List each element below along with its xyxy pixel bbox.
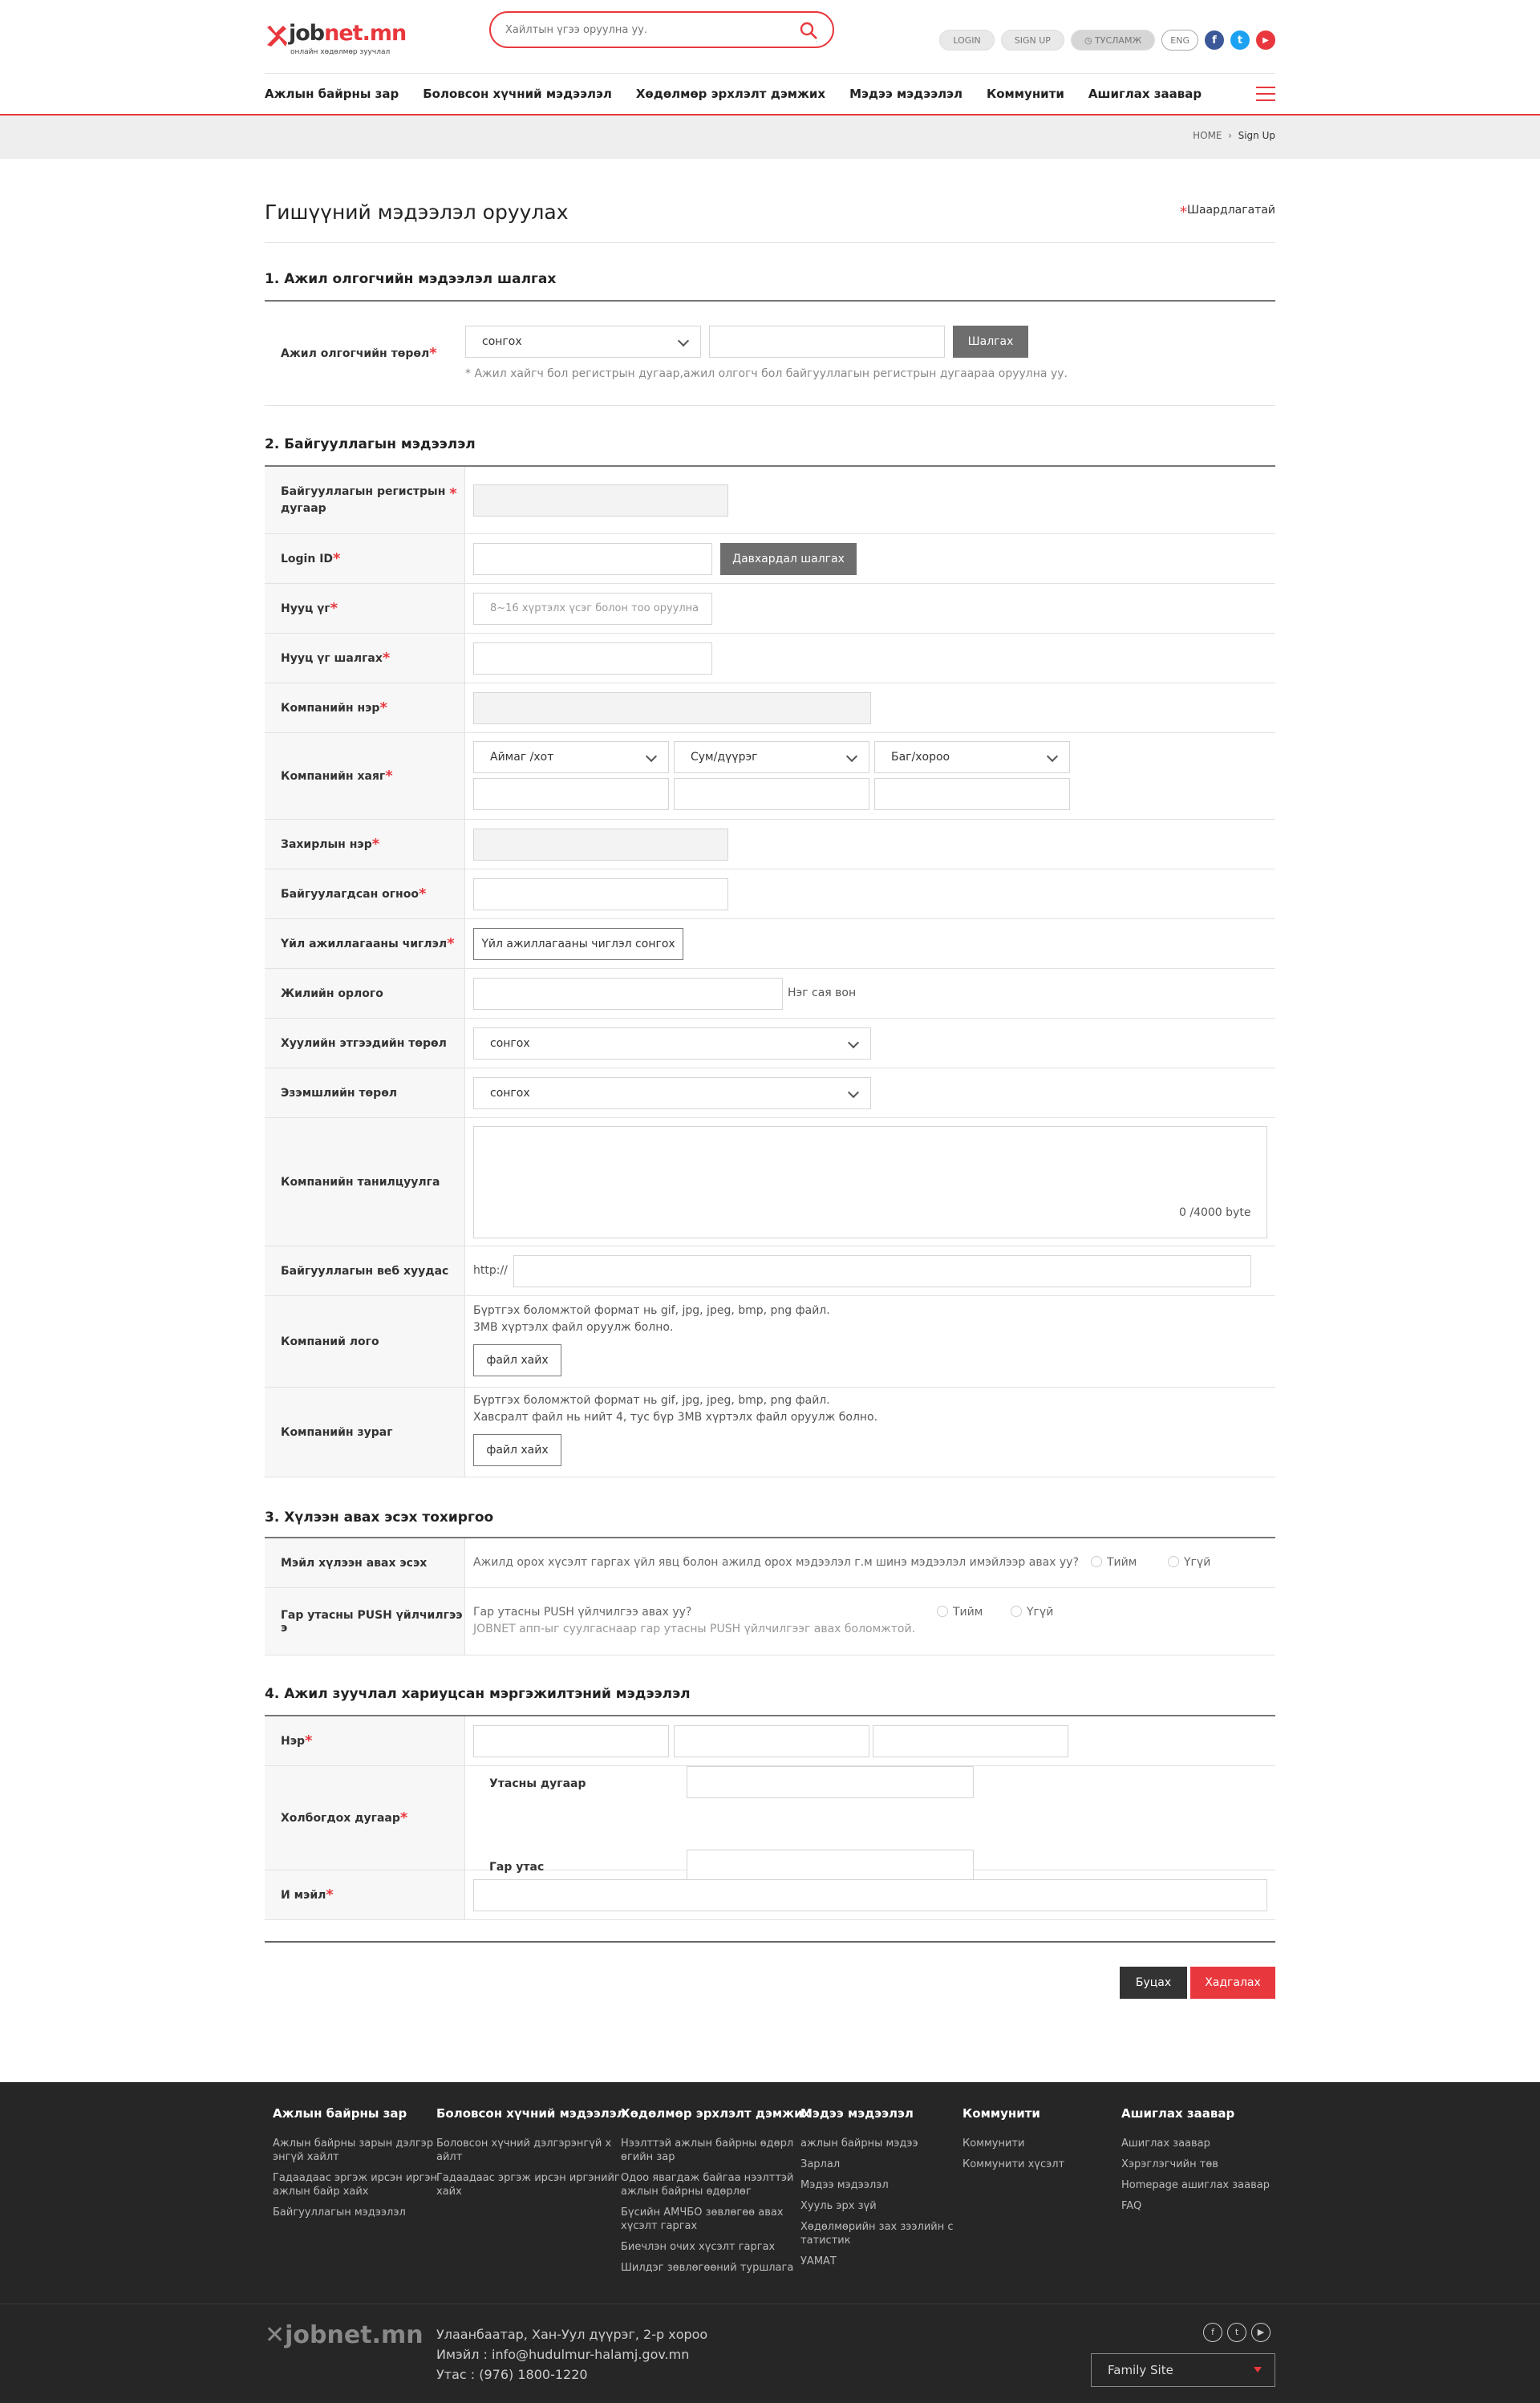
- intro-textarea[interactable]: [473, 1126, 1267, 1238]
- phone-input[interactable]: [687, 1766, 974, 1798]
- founded-label: Байгуулагдсан огноо *: [265, 869, 465, 918]
- login-id-input[interactable]: [473, 543, 712, 575]
- website-prefix: http://: [473, 1264, 508, 1277]
- ownership-select[interactable]: сонгох: [473, 1077, 871, 1109]
- footer-column: [273, 2106, 437, 2227]
- chevron-right-icon: ›: [1225, 130, 1235, 141]
- footer-link[interactable]: Нээлттэй ажлын байрны өдөрл өгийн зар: [621, 2138, 794, 2163]
- reg-number-row: [265, 467, 1275, 534]
- push-no-radio[interactable]: Үгүй: [1011, 1606, 1053, 1619]
- footer-column-title: Ажлын байрны зар: [273, 2106, 407, 2121]
- youtube-icon[interactable]: ▶: [1251, 2323, 1270, 2342]
- email-row: [265, 1870, 1275, 1920]
- company-name-input[interactable]: [473, 692, 871, 724]
- logo-mark-icon: ✕: [265, 2321, 286, 2349]
- section-3-title: 3. Хүлээн авах эсэх тохиргоо: [265, 1509, 494, 1526]
- footer-column-title: Ашиглах заавар: [1121, 2106, 1235, 2121]
- footer-link[interactable]: Хөдөлмөрийн зах зээлийн с татистик: [800, 2221, 954, 2247]
- company-address-row: [265, 733, 1275, 820]
- language-button[interactable]: ENG: [1161, 30, 1198, 51]
- footer-social: [1203, 2323, 1270, 2342]
- address-input-3[interactable]: [874, 778, 1070, 810]
- logo-label: Компаний лого: [265, 1296, 465, 1387]
- director-label: Захирлын нэр *: [265, 820, 465, 869]
- activity-label: Үйл ажиллагааны чиглэл *: [265, 919, 465, 968]
- footer-column-title: Боловсон хүчний мэдээлэл: [436, 2106, 626, 2121]
- twitter-icon[interactable]: t: [1230, 30, 1250, 50]
- divider: [265, 242, 1275, 243]
- required-note: *Шаардлагатай: [1180, 204, 1275, 221]
- footer-logo[interactable]: ✕jobnet.mn: [265, 2321, 424, 2349]
- search-box: [489, 11, 834, 48]
- mail-setting-row: [265, 1538, 1275, 1588]
- bag-select[interactable]: Баг/хороо: [874, 741, 1070, 773]
- photo-note-2: Хавсралт файл нь нийт 4, тус бүр 3MB хүртэлх файл оруулж болно.: [473, 1411, 878, 1424]
- nav-bar: [0, 74, 1540, 115]
- address-input-2[interactable]: [674, 778, 869, 810]
- sum-select[interactable]: Сум/дүүрэг: [674, 741, 869, 773]
- nav-item-employment[interactable]: Хөдөлмөр эрхлэлт дэмжих: [635, 87, 826, 101]
- breadcrumb-home[interactable]: HOME: [1193, 130, 1222, 141]
- legal-type-label: Хуулийн этгээдийн төрөл: [265, 1019, 465, 1068]
- footer-link[interactable]: ажлын байрны мэдээ: [800, 2138, 918, 2150]
- push-setting-label: Гар утасны PUSH үйлчилгээ э: [265, 1588, 465, 1655]
- mail-setting-label: Мэйл хүлээн авах эсэх: [265, 1538, 465, 1587]
- logo-tagline: онлайн хөдөлмөр зуучлал: [290, 48, 391, 56]
- company-name-row: [265, 683, 1275, 733]
- footer-address: [436, 2324, 707, 2385]
- password-row: [265, 584, 1275, 634]
- photo-file-button[interactable]: файл хайх: [473, 1434, 561, 1466]
- logo-mark-icon: [265, 24, 287, 48]
- cancel-button[interactable]: Буцах: [1120, 1967, 1187, 1999]
- footer-link[interactable]: Одоо явагдаж байгаа нээлттэй ажлын байрны өдөрлөг: [621, 2172, 794, 2198]
- legal-type-row: [265, 1019, 1275, 1068]
- logo-note-2: 3MB хүртэлх файл оруулж болно.: [473, 1321, 674, 1334]
- founded-row: [265, 869, 1275, 919]
- income-label: Жилийн орлого: [265, 969, 465, 1018]
- form-end-divider: [265, 1941, 1275, 1943]
- footer-column-title: Коммунити: [962, 2106, 1040, 2121]
- breadcrumb-current: Sign Up: [1238, 130, 1275, 141]
- dropdown-arrow-icon: [1254, 2367, 1262, 2373]
- director-row: [265, 820, 1275, 869]
- footer-link[interactable]: Homepage ашиглах заавар: [1121, 2179, 1270, 2191]
- nav-item-talent[interactable]: Боловсон хүчний мэдээлэл: [423, 87, 612, 101]
- login-id-row: [265, 534, 1275, 584]
- email-label: И мэйл *: [265, 1870, 465, 1919]
- contact-number-row: [265, 1766, 1275, 1874]
- password-confirm-input[interactable]: [473, 642, 712, 675]
- footer-column: [800, 2106, 954, 2275]
- employer-type-select[interactable]: сонгох: [465, 326, 701, 358]
- signup-button[interactable]: SIGN UP: [1001, 30, 1064, 51]
- footer-phone: Утас : (976) 1800-1220: [436, 2367, 588, 2382]
- mobile-label: Гар утас: [489, 1861, 545, 1874]
- footer-link[interactable]: Бүсийн АМЧБО зөвлөгөө авах хүсэлт гаргах: [621, 2206, 784, 2232]
- save-button[interactable]: Хадгалах: [1190, 1967, 1275, 1999]
- phone-label: Утасны дугаар: [489, 1777, 586, 1790]
- footer-link[interactable]: УАМАТ: [800, 2255, 837, 2267]
- intro-label: Компанийн танилцуулга: [265, 1118, 465, 1246]
- website-row: [265, 1246, 1275, 1296]
- password-confirm-label: Нууц үг шалгах *: [265, 634, 465, 683]
- income-row: [265, 969, 1275, 1019]
- mail-question: Ажилд орох хүсэлт гаргах үйл явц болон ажилд орох мэдээлэл г.м шинэ мэдээлэл имэйлээр авах уу?: [473, 1556, 1079, 1569]
- duplicate-check-button[interactable]: Давхардал шалгах: [720, 543, 857, 575]
- footer-email: Имэйл : info@hudulmur-halamj.gov.mn: [436, 2347, 690, 2362]
- help-button[interactable]: ◷ ТУСЛАМЖ: [1071, 30, 1155, 51]
- facebook-icon[interactable]: f: [1203, 2323, 1222, 2342]
- footer-link[interactable]: Боловсон хүчний дэлгэрэнгүй х айлт: [436, 2138, 612, 2163]
- push-yes-radio[interactable]: Тийм: [937, 1606, 983, 1619]
- activity-select-button[interactable]: Үйл ажиллагааны чиглэл сонгох: [473, 928, 683, 960]
- top-buttons: [939, 29, 1275, 51]
- nav-item-news[interactable]: Мэдээ мэдээлэл: [849, 87, 962, 101]
- logo-file-button[interactable]: файл хайх: [473, 1344, 561, 1376]
- manager-name-label: Нэр *: [265, 1716, 465, 1765]
- section-1-title: 1. Ажил олгогчийн мэдээлэл шалгах: [265, 271, 557, 287]
- footer-link[interactable]: Зарлал: [800, 2158, 841, 2170]
- contact-number-label: Холбогдох дугаар *: [265, 1766, 465, 1870]
- footer-column: [1121, 2106, 1270, 2220]
- footer-link[interactable]: Ажлын байрны зарын дэлгэр энгүй хайлт: [273, 2138, 434, 2163]
- employer-type-label: Ажил олгогчийн төрөл *: [265, 302, 465, 405]
- aimag-select[interactable]: Аймаг /хот: [473, 741, 669, 773]
- check-button[interactable]: Шалгах: [953, 326, 1028, 358]
- photo-note-1: Бүртгэх боломжтой формат нь gif, jpg, jpeg, bmp, png файл.: [473, 1394, 830, 1407]
- twitter-icon[interactable]: t: [1227, 2323, 1246, 2342]
- website-input[interactable]: [513, 1255, 1251, 1287]
- breadcrumb-bar: [0, 115, 1540, 159]
- reg-number-input[interactable]: [473, 484, 728, 517]
- income-input[interactable]: [473, 978, 783, 1010]
- family-site-select[interactable]: Family Site: [1091, 2353, 1275, 2387]
- password-input[interactable]: 8~16 хүртэлх үсэг болон тоо оруулна: [473, 593, 712, 625]
- page-title: Гишүүний мэдээлэл оруулах: [265, 201, 569, 224]
- address-input-1[interactable]: [473, 778, 669, 810]
- footer-column-title: Хөдөлмөр эрхлэлт дэмжих: [621, 2106, 811, 2121]
- director-input[interactable]: [473, 829, 728, 861]
- footer-link[interactable]: Биечлэн очих хүсэлт гаргах: [621, 2241, 776, 2253]
- website-label: Байгууллагын веб хуудас: [265, 1246, 465, 1295]
- youtube-icon[interactable]: ▶: [1256, 30, 1275, 50]
- push-setting-row: [265, 1588, 1275, 1655]
- footer-link[interactable]: Ашиглах заавар: [1121, 2138, 1210, 2150]
- footer-link[interactable]: Хууль эрх зүй: [800, 2200, 877, 2212]
- footer-link[interactable]: Коммунити хүсэлт: [962, 2158, 1065, 2170]
- ownership-row: [265, 1068, 1275, 1118]
- help-icon: ◷: [1084, 35, 1096, 46]
- section-4-title: 4. Ажил зуучлал хариуцсан мэргэжилтэний мэдээлэл: [265, 1686, 691, 1702]
- intro-row: [265, 1118, 1275, 1246]
- password-label: Нууц үг *: [265, 584, 465, 633]
- footer-link[interactable]: Гадаадаас эргэж ирсэн иргэнийг хайх: [436, 2172, 620, 2198]
- footer-column: [621, 2106, 810, 2282]
- employer-note: * Ажил хайгч бол регистрын дугаар,ажил олгогч бол байгууллагын регистрын дугаараа оруулна уу.: [465, 367, 1068, 380]
- manager-name-input-2[interactable]: [674, 1725, 869, 1757]
- mail-yes-radio[interactable]: Тийм: [1091, 1556, 1137, 1569]
- founded-input[interactable]: [473, 878, 728, 910]
- push-note: JOBNET апп-ыг суулгаснаар гар утасны PUSH үйлчилгээг авах боломжтой.: [473, 1623, 916, 1635]
- search-input[interactable]: [505, 21, 794, 38]
- company-address-label: Компанийн хаяг *: [265, 733, 465, 819]
- nav-item-jobs[interactable]: Ажлын байрны зар: [265, 87, 399, 101]
- intro-byte-count: 0 /4000 byte: [1179, 1206, 1251, 1219]
- legal-type-select[interactable]: сонгох: [473, 1027, 871, 1060]
- mail-no-radio[interactable]: Үгүй: [1168, 1556, 1210, 1569]
- footer-link[interactable]: Коммунити: [962, 2138, 1025, 2150]
- manager-name-input-1[interactable]: [473, 1725, 669, 1757]
- income-unit: Нэг сая вон: [788, 987, 857, 999]
- reg-number-label: Байгууллагын регистрын * дугаар: [265, 467, 465, 533]
- footer-link[interactable]: Гадаадаас эргэж ирсэн иргэн ажлын байр хайх: [273, 2172, 437, 2198]
- nav-item-community[interactable]: Коммунити: [986, 87, 1064, 101]
- password-confirm-row: [265, 634, 1275, 683]
- logo-note-1: Бүртгэх боломжтой формат нь gif, jpg, jpeg, bmp, png файл.: [473, 1304, 830, 1317]
- footer-column: [436, 2106, 626, 2206]
- footer: [0, 2082, 1540, 2403]
- push-question: Гар утасны PUSH үйлчилгээ авах уу?: [473, 1606, 692, 1619]
- logo-brand: jobnet.mn: [289, 21, 407, 46]
- signup-form: [265, 159, 1275, 2081]
- header: [265, 0, 1275, 74]
- hamburger-menu-icon[interactable]: [1256, 87, 1275, 103]
- search-icon[interactable]: [799, 21, 818, 40]
- footer-link[interactable]: Шилдэг зөвлөгөөний туршлага: [621, 2262, 794, 2274]
- footer-link[interactable]: Хэрэглэгчийн төв: [1121, 2158, 1218, 2170]
- manager-name-input-3[interactable]: [873, 1725, 1068, 1757]
- login-button[interactable]: LOGIN: [939, 30, 994, 51]
- employer-check-row: [265, 302, 1275, 406]
- section-2-title: 2. Байгууллагын мэдээлэл: [265, 436, 476, 452]
- nav-item-guide[interactable]: Ашиглах заавар: [1088, 87, 1202, 101]
- footer-link[interactable]: FAQ: [1121, 2200, 1142, 2212]
- email-input[interactable]: [473, 1879, 1267, 1911]
- facebook-icon[interactable]: f: [1205, 30, 1224, 50]
- company-name-label: Компанийн нэр *: [265, 683, 465, 732]
- logo-row: [265, 1296, 1275, 1388]
- login-id-label: Login ID *: [265, 534, 465, 583]
- footer-addr-line: Улаанбаатар, Хан-Уул дүүрэг, 2-р хороо: [436, 2327, 708, 2342]
- footer-link[interactable]: Мэдээ мэдээлэл: [800, 2179, 889, 2191]
- site-logo[interactable]: [265, 21, 409, 56]
- ownership-label: Эзэмшлийн төрөл: [265, 1068, 465, 1117]
- main-nav: [265, 87, 1226, 101]
- photo-label: Компанийн зураг: [265, 1388, 465, 1477]
- footer-column: [962, 2106, 1064, 2178]
- manager-name-row: [265, 1716, 1275, 1766]
- activity-row: [265, 919, 1275, 969]
- registration-input[interactable]: [709, 326, 945, 358]
- photo-row: [265, 1388, 1275, 1477]
- footer-link[interactable]: Байгууллагын мэдээлэл: [273, 2206, 406, 2219]
- breadcrumb: [1193, 130, 1275, 141]
- footer-column-title: Мэдээ мэдээлэл: [800, 2106, 914, 2121]
